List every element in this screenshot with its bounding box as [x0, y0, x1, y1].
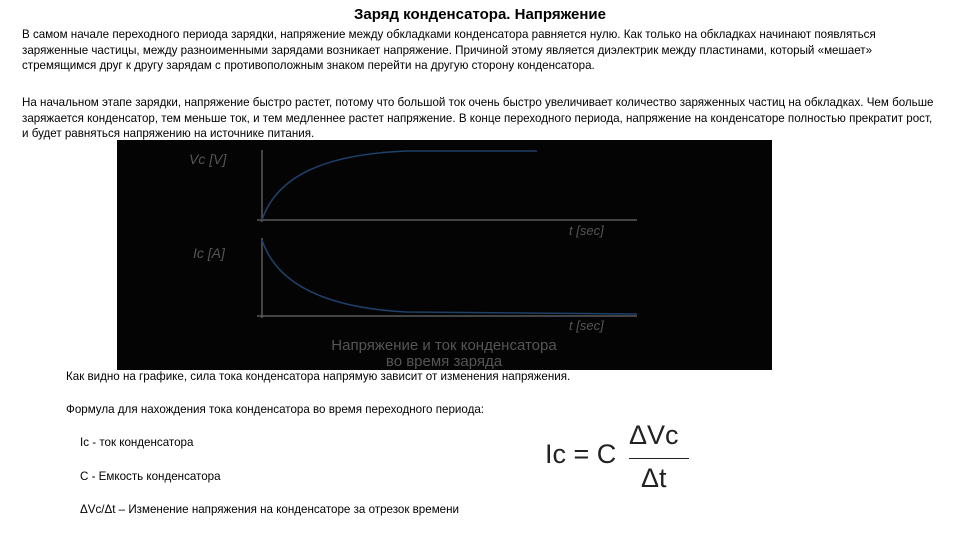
current-formula: [545, 420, 705, 492]
voltage-curve: [262, 151, 537, 220]
current-curve: [262, 240, 637, 314]
graph-caption-line2: во время заряда: [385, 353, 503, 370]
charge-graph: [117, 140, 772, 370]
time-axis-label-bottom: t [sec]: [569, 318, 604, 333]
voltage-axis-label: Vc [V]: [189, 151, 227, 167]
legend-dvdt: ΔVc/Δt – Изменение напряжения на конденсаторе за отрезок времени: [80, 503, 460, 516]
time-axis-label-top: t [sec]: [569, 223, 604, 238]
legend-c: C - Емкость конденсатора: [80, 470, 221, 483]
graph-note: Как видно на графике, сила тока конденсатора напрямую зависит от изменения напряжения.: [66, 370, 571, 383]
formula-denominator: Δt: [641, 463, 667, 493]
page-title: Заряд конденсатора. Напряжение: [354, 6, 606, 23]
charge-graph-svg: [117, 140, 772, 370]
formula-fraction-bar: [629, 458, 689, 459]
graph-caption-line1: Напряжение и ток конденсатора: [331, 337, 557, 354]
legend-ic: Ic - ток конденсатора: [80, 436, 194, 449]
formula-numerator: ΔVc: [629, 420, 679, 450]
intro-paragraph: В самом начале переходного периода зарядки, напряжение между обкладками конденсатора равняется нулю. Как только на обкладках начинают появляться заряженные частицы, между разноименными зарядами возникает напряжение. Причиной этому является диэлектрик между пластинами, который «мешает» стремящимся друг к другу зарядам с противоположным знаком перейти на другую сторону конденсатора.: [22, 28, 876, 72]
current-axis-label: Ic [A]: [193, 245, 225, 261]
formula-lhs: Ic = C: [545, 439, 617, 469]
formula-intro: Формула для нахождения тока конденсатора во время переходного периода:: [66, 403, 485, 416]
charging-paragraph: На начальном этапе зарядки, напряжение быстро растет, потому что большой ток очень быстро увеличивает количество заряженных частиц на обкладках. Чем больше заряжается конденсатор, тем меньше ток, и тем медленнее растет напряжение. В конце переходного периода, напряжение на конденсаторе полностью прекратит рост, и будет равняться напряжению на источнике питания.: [22, 96, 934, 140]
